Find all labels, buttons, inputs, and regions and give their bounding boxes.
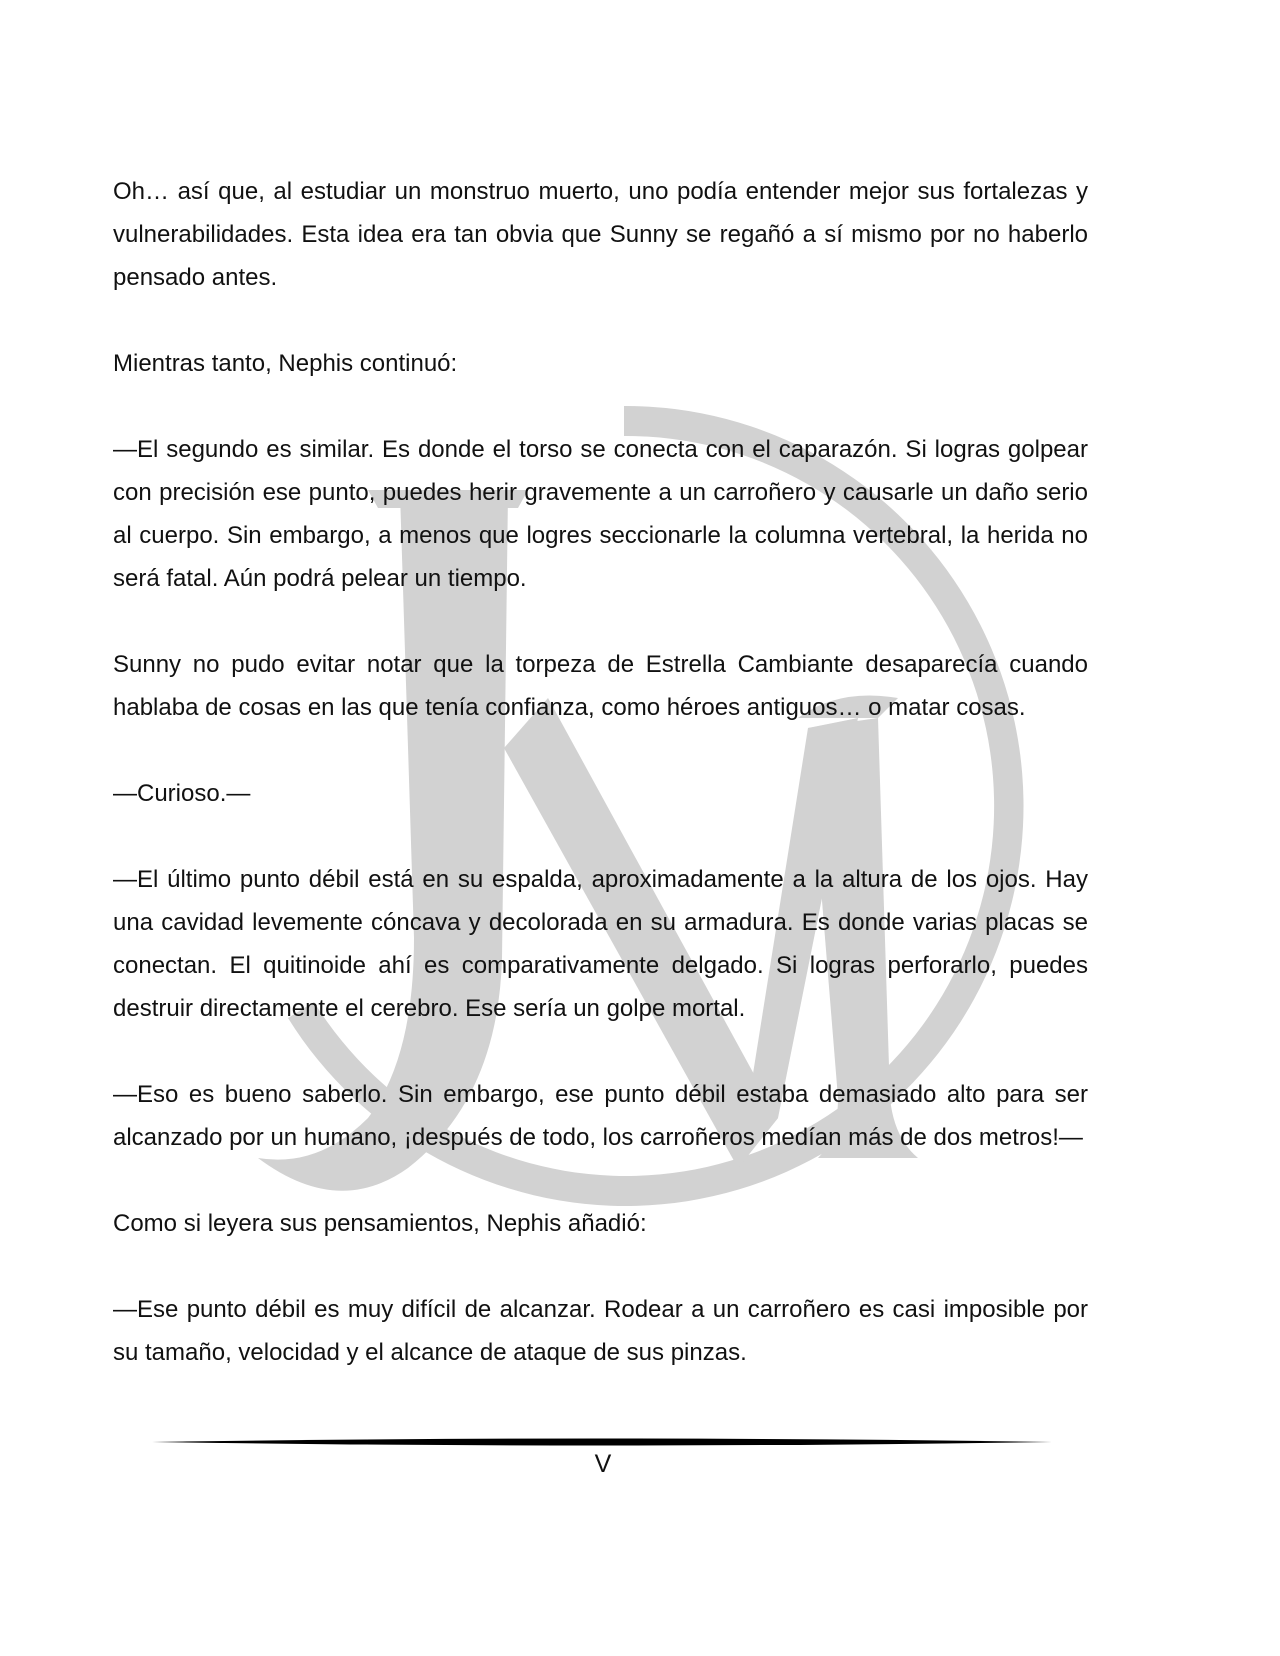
paragraph-7: —Eso es bueno saberlo. Sin embargo, ese punto débil estaba demasiado alto para ser alcanzado por un humano, ¡después de todo, los carroñeros medían más de dos metros!—	[113, 1081, 1088, 1151]
paragraph-1: Oh… así que, al estudiar un monstruo muerto, uno podía entender mejor sus fortalezas y vulnerabilidades. Esta idea era tan obvia que Sunny se regañó a sí mismo por no haberlo pensado antes.	[113, 178, 1088, 291]
document-body	[113, 170, 1088, 1417]
paragraph-3: —El segundo es similar. Es donde el torso se conecta con el caparazón. Si logras golpear con precisión ese punto, puedes herir gravemente a un carroñero y causarle un daño serio al cuerpo. Sin embargo, a menos que logres seccionarle la columna vertebral, la herida no será fatal. Aún podrá pelear un tiempo.	[113, 436, 1088, 592]
paragraph-4: Sunny no pudo evitar notar que la torpeza de Estrella Cambiante desaparecía cuando hablaba de cosas en las que tenía confianza, como héroes antiguos… o matar cosas.	[113, 651, 1088, 721]
paragraph-6: —El último punto débil está en su espalda, aproximadamente a la altura de los ojos. Hay una cavidad levemente cóncava y decolorada en su armadura. Es donde varias placas se conectan. El quitinoide ahí es comparativamente delgado. Si logras perforarlo, puedes destruir directamente el cerebro. Ese sería un golpe mortal.	[113, 866, 1088, 1022]
page-number: V	[594, 1450, 612, 1478]
paragraph-8: Como si leyera sus pensamientos, Nephis añadió:	[113, 1210, 647, 1237]
paragraph-5: —Curioso.—	[113, 780, 251, 807]
footer-divider	[152, 1436, 1052, 1448]
paragraph-9: —Ese punto débil es muy difícil de alcanzar. Rodear a un carroñero es casi imposible por su tamaño, velocidad y el alcance de ataque de sus pinzas.	[113, 1296, 1088, 1366]
paragraph-2: Mientras tanto, Nephis continuó:	[113, 350, 458, 377]
